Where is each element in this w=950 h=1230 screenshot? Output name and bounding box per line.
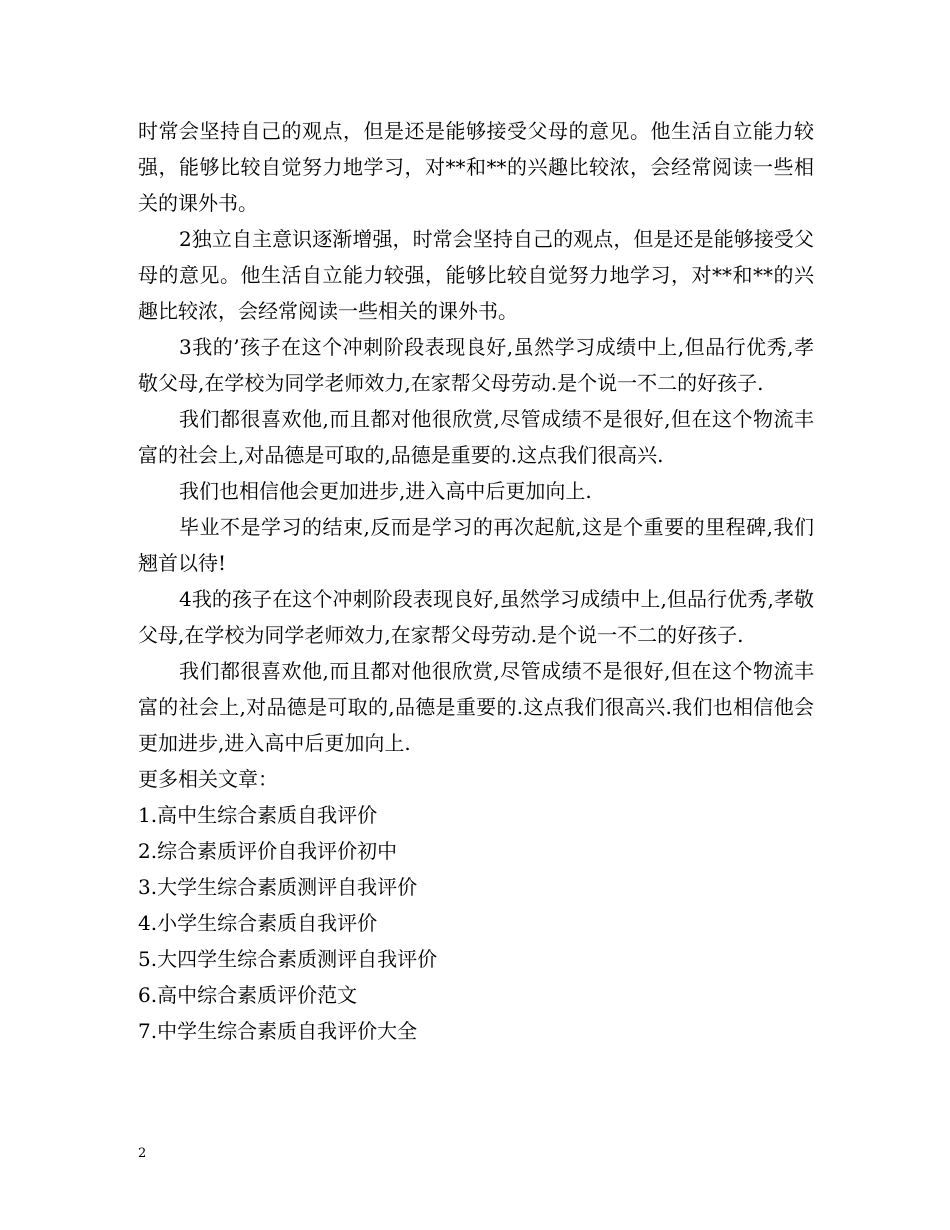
related-article-link-1[interactable]: 1.高中生综合素质自我评价 (138, 803, 378, 827)
related-article-link-5[interactable]: 5.大四学生综合素质测评自我评价 (138, 947, 438, 971)
related-article-link-3[interactable]: 3.大学生综合素质测评自我评价 (138, 875, 418, 899)
related-article-link-6[interactable]: 6.高中综合素质评价范文 (138, 983, 358, 1007)
related-articles-heading: 更多相关文章： (138, 767, 278, 791)
page-number: 2 (138, 1146, 147, 1161)
paragraph-8: 我们都很喜欢他,而且都对他很欣赏,尽管成绩不是很好,但在这个物流丰富的社会上,对品德是可取的,品德是重要的.这点我们很高兴.我们也相信他会更加进步,进入高中后更加向上. (138, 659, 814, 755)
related-article-link-4[interactable]: 4.小学生综合素质自我评价 (138, 911, 378, 935)
document-body (138, 113, 814, 1049)
related-article-item[interactable] (138, 977, 814, 1013)
related-article-item[interactable] (138, 1013, 814, 1049)
paragraph-2: 2独立自主意识逐渐增强，时常会坚持自己的观点，但是还是能够接受父母的意见。他生活自立能力较强，能够比较自觉努力地学习，对**和**的兴趣比较浓，会经常阅读一些相关的课外书。 (138, 227, 814, 323)
related-article-link-2[interactable]: 2.综合素质评价自我评价初中 (138, 839, 398, 863)
paragraph-4: 我们都很喜欢他,而且都对他很欣赏,尽管成绩不是很好,但在这个物流丰富的社会上,对品德是可取的,品德是重要的.这点我们很高兴. (138, 407, 814, 467)
paragraph-1: 时常会坚持自己的观点，但是还是能够接受父母的意见。他生活自立能力较强，能够比较自觉努力地学习，对**和**的兴趣比较浓，会经常阅读一些相关的课外书。 (138, 119, 814, 215)
paragraph-3: 3我的’孩子在这个冲刺阶段表现良好,虽然学习成绩中上,但品行优秀,孝敬父母,在学校为同学老师效力,在家帮父母劳动.是个说一不二的好孩子. (138, 335, 814, 395)
related-article-item[interactable] (138, 869, 814, 905)
paragraph-6: 毕业不是学习的结束,反而是学习的再次起航,这是个重要的里程碑,我们翘首以待! (138, 515, 814, 575)
paragraph-7: 4我的孩子在这个冲刺阶段表现良好,虽然学习成绩中上,但品行优秀,孝敬父母,在学校为同学老师效力,在家帮父母劳动.是个说一不二的好孩子. (138, 587, 814, 647)
related-article-item[interactable] (138, 833, 814, 869)
related-article-item[interactable] (138, 941, 814, 977)
related-articles-list (138, 797, 814, 1049)
related-article-link-7[interactable]: 7.中学生综合素质自我评价大全 (138, 1019, 418, 1043)
related-article-item[interactable] (138, 797, 814, 833)
paragraph-5: 我们也相信他会更加进步,进入高中后更加向上. (179, 479, 592, 503)
related-article-item[interactable] (138, 905, 814, 941)
